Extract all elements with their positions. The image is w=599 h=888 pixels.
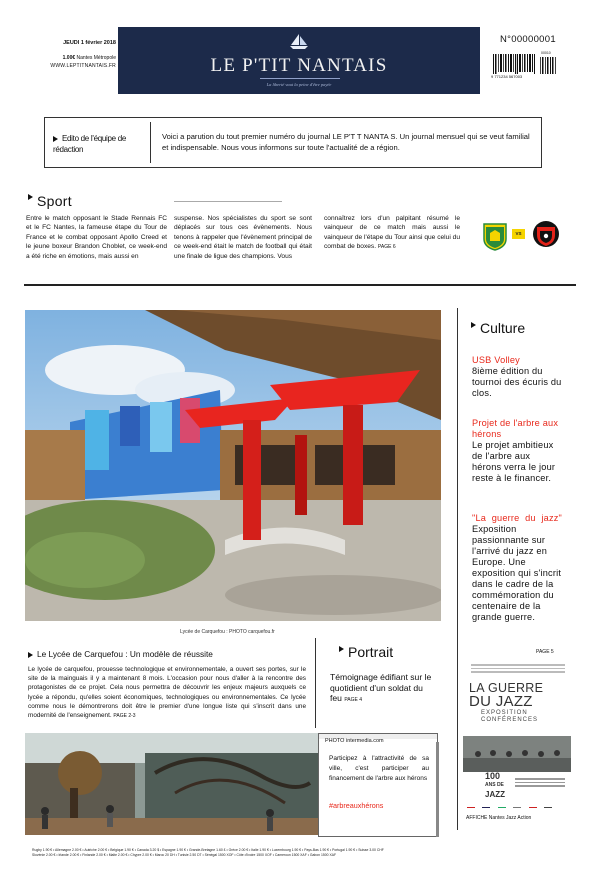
triangle-bullet-icon [28, 194, 33, 200]
title-underline [260, 78, 340, 79]
lycee-heading-text: Le Lycée de Carquefou : Un modèle de réussite [37, 649, 213, 659]
poster-badge-number: 100 [485, 771, 501, 781]
tagline: La liberté vaut la peine d'être payée [266, 82, 332, 87]
poster-subtitle-line-1: EXPOSITION [481, 710, 528, 716]
portrait-text [330, 672, 436, 704]
culture-item-text: Le projet ambitieux de l'arbre aux hérons verra le jour reste à le financer. [472, 440, 556, 483]
barcode [491, 51, 559, 82]
sport-heading [28, 193, 72, 209]
herons-box-shadow [436, 742, 439, 837]
portrait-page-ref: PAGE 4 [344, 697, 363, 703]
portrait-divider [315, 638, 316, 728]
poster-fine-print [471, 662, 565, 676]
editorial-text: Voici a parution du tout premier numéro du journal LE P'T T NANTA S. Un journal mensuel qui se veut familial et indispensable. Nous vous informons sur toute l'actualité de a région. [162, 132, 530, 152]
poster-title-line-1: LA GUERRE [469, 681, 544, 695]
poster-badge [485, 772, 505, 799]
herons-box-text: Participez à l'attractivité de sa ville, c'est participer au financement de l'arbre aux hérons [329, 755, 429, 782]
editorial-divider [150, 122, 151, 163]
herons-photo [25, 733, 318, 835]
barcode-supplement: 00010 [541, 51, 551, 55]
poster-badge-line-2: ANS DE [485, 782, 504, 788]
poster-subtitle-line-2: CONFÉRENCES [481, 717, 539, 723]
jazz-poster [463, 658, 571, 808]
price: 1.00€ [62, 55, 76, 61]
culture-item-jazz [472, 513, 562, 623]
portrait-text-body: Témoignage édifiant sur le quotidient d'un soldat du feu [330, 672, 432, 703]
herons-workshop-illustration [25, 733, 318, 835]
triangle-bullet-icon [53, 136, 58, 142]
herons-box [318, 733, 438, 837]
sport-col-3 [324, 214, 460, 252]
masthead-left [44, 40, 116, 69]
poster-sponsor-logos [467, 799, 567, 805]
fc-nantes-crest-icon [481, 221, 509, 251]
portrait-heading [339, 644, 393, 660]
poster-photo [463, 736, 571, 772]
editorial-heading-text: Edito de l'équipe de rédaction [53, 134, 127, 154]
sport-heading-text: Sport [37, 193, 72, 209]
culture-item-volley [472, 355, 562, 399]
lycee-text [28, 665, 306, 720]
barcode-bars [491, 54, 559, 76]
herons-hashtag[interactable]: #arbreauxhérons [329, 801, 384, 810]
culture-page-ref: PAGE 5 [536, 649, 554, 655]
poster-credit: AFFICHE Nantes Jazz Action [466, 815, 532, 821]
triangle-bullet-icon [339, 646, 344, 652]
poster-dates [515, 776, 565, 789]
lycee-building-illustration [25, 310, 441, 621]
culture-item-text: 8ième édition du tournoi des écuris du clos. [472, 366, 562, 398]
portrait-heading-text: Portrait [348, 644, 394, 660]
masthead-banner [118, 27, 480, 94]
section-rule [24, 284, 576, 286]
column-divider [457, 308, 458, 830]
poster-title [469, 682, 565, 709]
sport-col-2: suspense. Nos spécialistes du sport se sont déplacés sur tous ces évènements. Nous tenons à rappeler que l'évènement principal de ce week-end était le match de football qui était une finale de ligue des champions. Vous [174, 215, 312, 260]
sport-heading-rule [174, 201, 282, 202]
barcode-digits: 9 771234 567003 [491, 74, 523, 79]
sport-page-ref: PAGE 6 [377, 244, 396, 251]
footer-line-1: Rugby 1.90 € • Allemagne 2.00 € • Autriche 2.00 € • Belgique 1.90 € • Canada 3.20 $ • Espagne 1.90 € • Grande-Bretagne 1.60 £ • Grèce 2.00 € • Italie 1.90 € • Luxembourg 1.90 € • Pays-Bas 1.90 € • Portugal 1.90 € • Suisse 3.00 CHF [32, 848, 384, 852]
poster-badge-line-3: JAZZ [485, 790, 505, 799]
poster-band-illustration [463, 736, 571, 772]
lycee-photo-caption: Lycée de Carquefou : PHOTO carquefou.fr [180, 629, 275, 635]
lycee-page-ref: PAGE 2-3 [113, 713, 136, 720]
newspaper-title: LE P'TIT NANTAIS [210, 55, 388, 76]
issue-number: N°00000001 [500, 34, 556, 45]
triangle-bullet-icon [28, 652, 33, 658]
poster-subtitle [481, 710, 538, 724]
stade-rennais-logo [531, 219, 561, 251]
vs-badge: VS [512, 229, 525, 239]
lycee-photo [25, 310, 441, 621]
lycee-text-body: Le lycée de carquefou, prouesse technologique et environnementale, a ouvert ses portes, sur le site de la mainguais il y a maintenant 8 mois. L'occasion pour nous d'aller à la rencontre des protagonistes de ce projet. Cela nous permettra de découvrir les enjeux majeurs auxquels ce lycée a répondu, qu'elles soient économiques, technologiques ou environnementales. Ce lycée comme nous le démontrerons doit être le premier d'une longue liste qui s'inscrit dans une modernité de l'enseignement. [28, 666, 306, 720]
culture-item-text: Exposition passionnante sur l'arrivé du jazz en Europe. Une exposition qui s'incrit dans le cadre de la commémoration du centenaire de la grande guerre. [472, 524, 562, 622]
herons-photo-credit: PHOTO intermedia.com [325, 738, 384, 744]
editorial-box [44, 117, 542, 168]
issue-date: JEUDI 1 février 2018 [63, 40, 116, 46]
culture-item-title: Projet de l'arbre aux hérons [472, 418, 559, 439]
poster-title-line-2: DU JAZZ [469, 693, 533, 710]
sport-col-3-text: connaîtrez lors d'un palpitant résumé le vainqueur de ce match mais aussi le vainqueur de l'étape du Tour ainsi que celui du combat de boxes. [324, 215, 460, 251]
culture-heading-text: Culture [480, 320, 526, 336]
sport-col-1: Entre le match opposant le Stade Rennais FC et le FC Nantes, la fameuse étape du Tour de France et le combat opposant Apollo Creed et le jeune boxeur Brandon Choblet, ce week-end a été riche en émotions, mais aussi en [26, 215, 167, 260]
region: Nantes Métropole [76, 55, 116, 61]
culture-item-title: "La guerre du jazz" [472, 513, 562, 523]
sailboat-icon [288, 33, 310, 51]
footer-line-2: Slovénie 2.00 € • Irlande 2.00 € • Finlande 2.00 € • Malte 2.00 € • Chypre 2.00 € • Maroc 20 DH • Tunisie 2.50 DT • Sénégal 1500 XOF • Côte d'Ivoire 1500 XOF • Cameroun 1500 XAF • Gabon 1500 XAF [32, 853, 337, 857]
culture-item-title: USB Volley [472, 355, 520, 365]
editorial-heading [53, 133, 143, 155]
culture-heading [471, 320, 525, 336]
fc-nantes-logo [481, 221, 509, 251]
triangle-bullet-icon [471, 322, 476, 328]
culture-item-herons [472, 418, 562, 484]
website[interactable]: WWW.LEPTITNANTAIS.FR [50, 63, 116, 69]
lycee-heading [28, 649, 213, 659]
footer-prices [32, 848, 570, 858]
